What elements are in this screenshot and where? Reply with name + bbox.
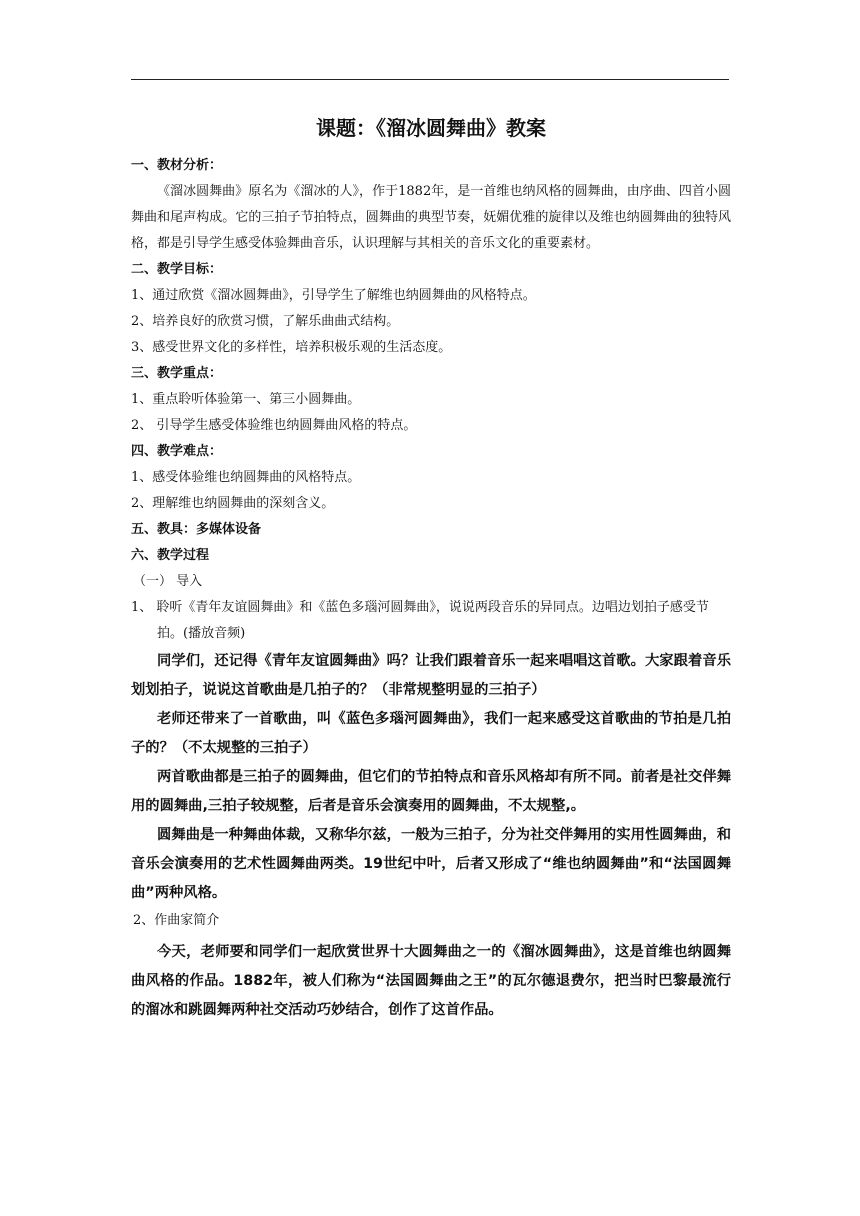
section-heading-key-points: 三、教学重点：	[131, 366, 223, 381]
section-heading-goals: 二、教学目标：	[131, 262, 223, 277]
section-heading-tools: 五、教具：多媒体设备	[131, 522, 262, 537]
section-heading-analysis: 一、教材分析：	[131, 158, 223, 173]
key-point-item: 2、 引导学生感受体验维也纳圆舞曲风格的特点。	[131, 418, 417, 433]
process-item: 1、 聆听《青年友谊圆舞曲》和《蓝色多瑙河圆舞曲》，说说两段音乐的异同点。边唱边划拍子感受节拍。(播放音频)	[131, 600, 709, 641]
page-title: 课题：《溜冰圆舞曲》教案	[316, 116, 546, 140]
teacher-paragraph: 圆舞曲是一种舞曲体裁，又称华尔兹，一般为三拍子，分为社交伴舞用的实用性圆舞曲，和音乐会演奏用的艺术性圆舞曲两类。19世纪中叶，后者又形成了“维也纳圆舞曲”和“法国圆舞曲”两种风格。	[131, 827, 731, 901]
difficulty-item: 2、理解维也纳圆舞曲的深刻含义。	[131, 496, 335, 511]
section-heading-process: 六、教学过程	[131, 548, 210, 563]
subsection-intro: （一） 导入	[133, 574, 203, 589]
teacher-paragraph: 老师还带来了一首歌曲，叫《蓝色多瑙河圆舞曲》，我们一起来感受这首歌曲的节拍是几拍子的？（不太规整的三拍子）	[131, 711, 731, 756]
section-heading-difficulties: 四、教学难点：	[131, 444, 223, 459]
goal-item: 1、通过欣赏《溜冰圆舞曲》，引导学生了解维也纳圆舞曲的风格特点。	[131, 288, 536, 303]
goal-item: 3、感受世界文化的多样性，培养积极乐观的生活态度。	[131, 340, 452, 355]
goal-item: 2、培养良好的欣赏习惯，了解乐曲曲式结构。	[131, 314, 400, 329]
header-rule	[131, 79, 729, 80]
teacher-paragraph: 今天，老师要和同学们一起欣赏世界十大圆舞曲之一的《溜冰圆舞曲》，这是首维也纳圆舞曲风格的作品。1882年，被人们称为“法国圆舞曲之王”的瓦尔德退费尔，把当时巴黎最流行的溜冰和跳圆舞两种社交活动巧妙结合，创作了这首作品。	[131, 944, 731, 1018]
analysis-paragraph: 《溜冰圆舞曲》原名为《溜冰的人》，作于1882年，是一首维也纳风格的圆舞曲，由序曲、四首小圆舞曲和尾声构成。它的三拍子节拍特点，圆舞曲的典型节奏，妩媚优雅的旋律以及维也纳圆舞曲的独特风格，都是引导学生感受体验舞曲音乐，认识理解与其相关的音乐文化的重要素材。	[131, 184, 731, 251]
key-point-item: 1、重点聆听体验第一、第三小圆舞曲。	[131, 392, 361, 407]
difficulty-item: 1、感受体验维也纳圆舞曲的风格特点。	[131, 470, 361, 485]
document-body	[131, 105, 731, 1025]
subsection-composer: 2、作曲家简介	[133, 913, 220, 928]
teacher-paragraph: 同学们，还记得《青年友谊圆舞曲》吗？让我们跟着音乐一起来唱唱这首歌。大家跟着音乐划划拍子，说说这首歌曲是几拍子的？（非常规整明显的三拍子）	[131, 653, 731, 698]
teacher-paragraph: 两首歌曲都是三拍子的圆舞曲，但它们的节拍特点和音乐风格却有所不同。前者是社交伴舞用的圆舞曲,三拍子较规整，后者是音乐会演奏用的圆舞曲，不太规整,。	[131, 769, 731, 814]
